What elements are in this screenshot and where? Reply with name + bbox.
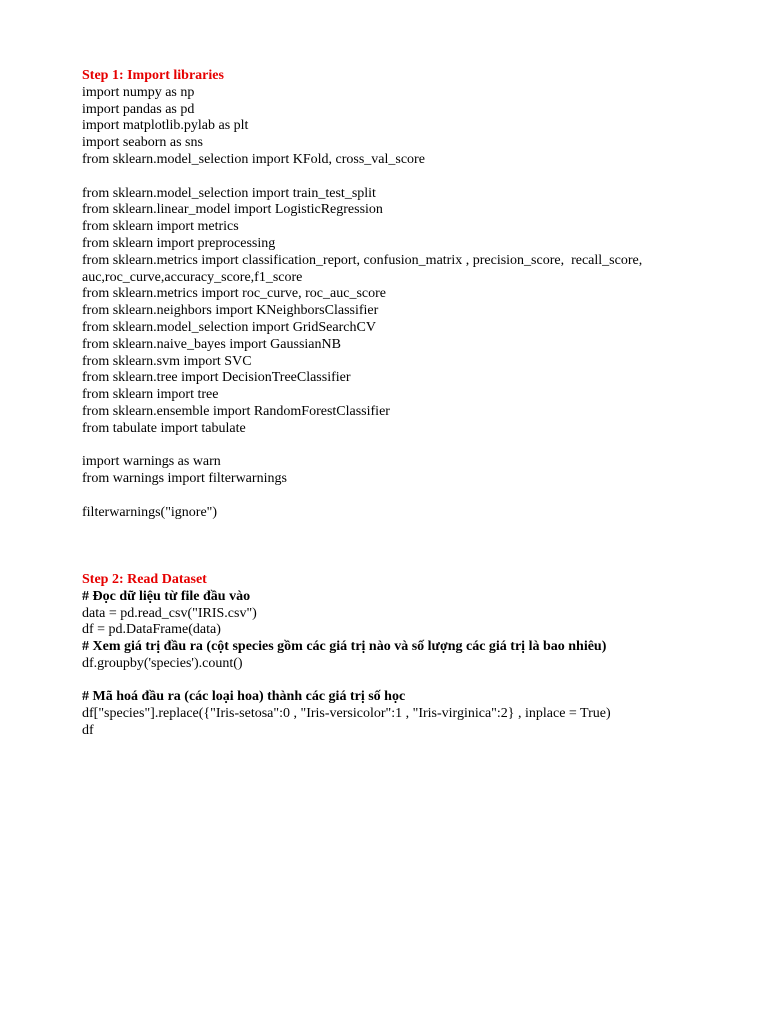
step1-code-line: from sklearn.model_selection import KFold, cross_val_score [82,151,425,167]
step1-code-line: from sklearn.svm import SVC [82,353,252,369]
step2-comment-encode-output: # Mã hoá đầu ra (các loại hoa) thành các giá trị số học [82,689,406,705]
step1-code-line: import matplotlib.pylab as plt [82,118,249,134]
step2-code-line: df [82,723,94,739]
step1-code-line: from sklearn import tree [82,387,219,403]
step2-code-line: data = pd.read_csv("IRIS.csv") [82,605,257,621]
step1-code-line: import numpy as np [82,84,195,100]
spacer [82,673,722,690]
step1-code-line: from sklearn import metrics [82,219,239,235]
step1-code-line: from tabulate import tabulate [82,420,246,436]
step1-code-line: from sklearn.metrics import roc_curve, roc_auc_score [82,286,386,302]
step2-comment-view-output: # Xem giá trị đầu ra (cột species gồm các giá trị nào và số lượng các giá trị là bao nhiêu) [82,639,607,655]
step1-code-line: from sklearn import preprocessing [82,235,276,251]
step2-heading: Step 2: Read Dataset [82,571,207,587]
step1-code-line: import seaborn as sns [82,135,203,151]
step1-code-line: from sklearn.linear_model import LogisticRegression [82,202,383,218]
step1-code-line: from sklearn.metrics import classification_report, confusion_matrix , precision_score, recall_score, [82,252,643,268]
step2-code-line: df["species"].replace({"Iris-setosa":0 , "Iris-versicolor":1 , "Iris-virginica":2} , inplace = True) [82,706,611,722]
step1-code-line: from sklearn.model_selection import train_test_split [82,185,376,201]
spacer [82,488,722,505]
step1-code-line: filterwarnings("ignore") [82,504,218,520]
step1-heading: Step 1: Import libraries [82,68,224,83]
step1-code-line: from sklearn.ensemble import RandomForestClassifier [82,403,390,419]
step1-code-line: from sklearn.neighbors import KNeighborsClassifier [82,303,379,319]
step1-code-line: from sklearn.model_selection import GridSearchCV [82,319,376,335]
step1-code-line: from warnings import filterwarnings [82,471,287,487]
spacer [82,522,722,539]
step2-code-line: df.groupby('species').count() [82,655,243,671]
document-page [82,68,722,740]
step1-code-line: auc,roc_curve,accuracy_score,f1_score [82,269,303,285]
spacer [82,169,722,186]
step1-code-line: from sklearn.naive_bayes import GaussianNB [82,336,341,352]
spacer [82,555,722,572]
step2-code-line: df = pd.DataFrame(data) [82,622,221,638]
spacer [82,538,722,555]
step1-code-line: from sklearn.tree import DecisionTreeClassifier [82,370,351,386]
step1-code-block [82,85,722,522]
spacer [82,438,722,455]
step2-comment-read-input: # Đọc dữ liệu từ file đầu vào [82,588,251,604]
step1-code-line: import warnings as warn [82,454,221,470]
step1-code-line: import pandas as pd [82,101,195,117]
